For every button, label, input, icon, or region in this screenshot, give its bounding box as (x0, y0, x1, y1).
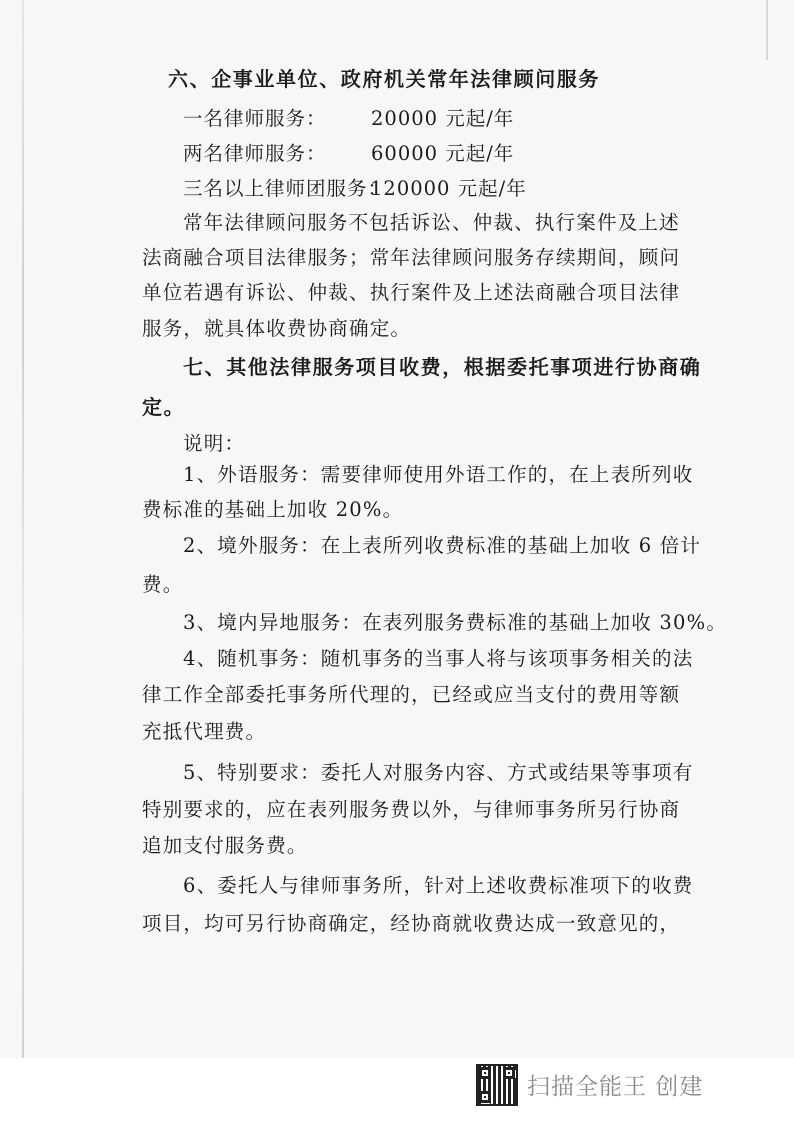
notes-title: 说明： (183, 432, 246, 455)
note-2-line: 费。 (142, 573, 184, 596)
note-5-line: 特别要求的，应在表列服务费以外，与律师事务所另行协商 (142, 798, 681, 821)
note-4-line: 充抵代理费。 (142, 720, 267, 743)
note-4-line: 律工作全部委托事务所代理的，已经或应当支付的费用等额 (142, 683, 681, 706)
note-6-line: 项目，均可另行协商确定，经协商就收费达成一致意见的， (142, 912, 681, 935)
note-2-line: 2、境外服务：在上表所列收费标准的基础上加收 6 倍计 (183, 534, 702, 557)
section7-heading: 七、其他法律服务项目收费，根据委托事项进行协商确 (183, 355, 702, 379)
note-5-line: 5、特别要求：委托人对服务内容、方式或结果等事项有 (183, 761, 694, 784)
section6-note-line: 单位若遇有诉讼、仲裁、执行案件及上述法商融合项目法律 (142, 281, 681, 304)
section6-note-line: 常年法律顾问服务不包括诉讼、仲裁、执行案件及上述 (183, 211, 680, 234)
section7-heading-cont: 定。 (142, 395, 186, 419)
note-5-line: 追加支付服务费。 (142, 834, 308, 857)
note-3-line: 3、境内异地服务：在表列服务费标准的基础上加收 30%。 (183, 611, 728, 634)
page-edge-left (22, 0, 24, 1058)
fee-label: 两名律师服务： (183, 142, 327, 165)
section6-note-line: 服务，就具体收费协商确定。 (142, 317, 412, 340)
note-1-line: 费标准的基础上加收 20%。 (142, 498, 404, 521)
qr-code-icon (476, 1064, 518, 1106)
section6-heading: 六、企事业单位、政府机关常年法律顾问服务 (168, 67, 600, 91)
fee-value: 120000 元起/年 (370, 177, 527, 200)
fee-label: 一名律师服务： (183, 107, 327, 130)
scanner-watermark-text: 扫描全能王 创建 (527, 1074, 704, 1100)
section6-note-line: 法商融合项目法律服务；常年法律顾问服务存续期间，顾问 (142, 246, 681, 269)
note-1-line: 1、外语服务：需要律师使用外语工作的，在上表所列收 (183, 463, 694, 486)
note-6-line: 6、委托人与律师事务所，针对上述收费标准项下的收费 (183, 874, 694, 897)
note-4-line: 4、随机事务：随机事务的当事人将与该项事务相关的法 (183, 647, 694, 670)
fee-label: 三名以上律师团服务： (183, 177, 389, 200)
fee-value: 60000 元起/年 (371, 142, 515, 165)
page-edge-right (766, 0, 768, 60)
fee-value: 20000 元起/年 (371, 107, 515, 130)
